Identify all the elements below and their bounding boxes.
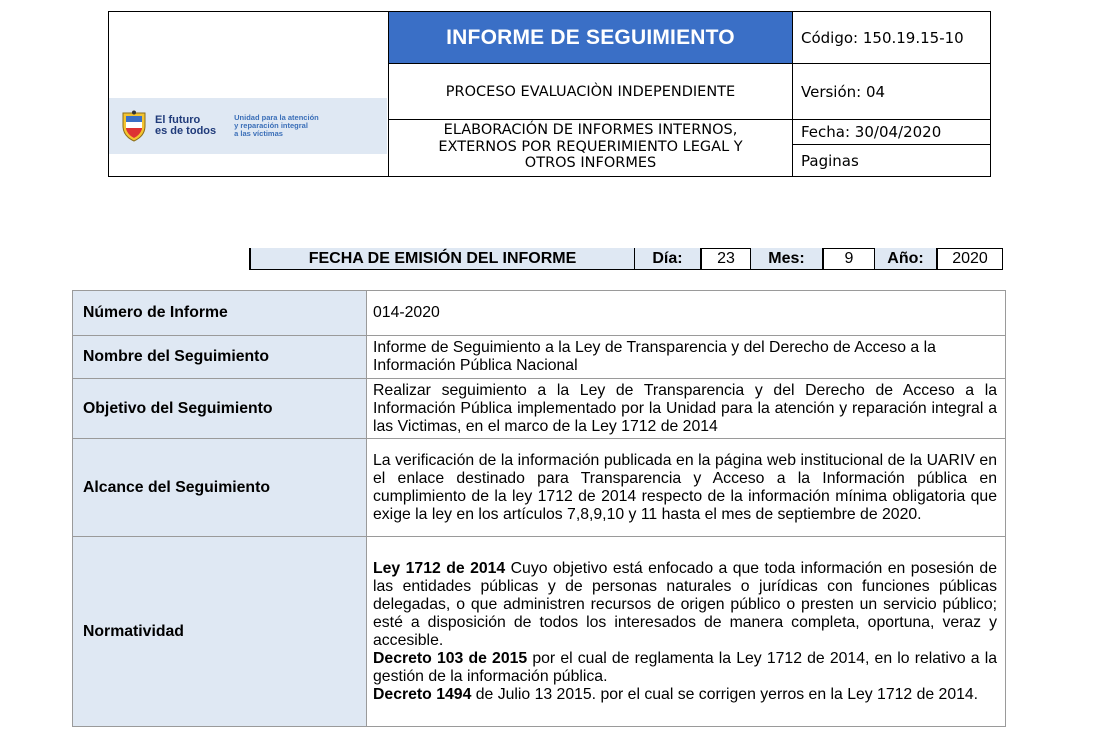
month-value: 9 [823, 248, 875, 269]
year-value: 2020 [937, 248, 1003, 269]
table-row [73, 336, 1006, 379]
month-label: Mes: [751, 248, 823, 269]
objective-label: Objetivo del Seguimiento [73, 379, 367, 439]
report-number-value: 014-2020 [367, 291, 1006, 336]
logo-cell [109, 12, 389, 176]
regulation-text: por el cual de reglamenta la Ley 1712 de 2014, en lo relativo a la gestión de la información pública. [373, 649, 998, 685]
report-number-label: Número de Informe [73, 291, 367, 336]
day-label: Día: [635, 248, 701, 269]
report-details-table [72, 290, 1006, 727]
coat-of-arms-icon [121, 110, 147, 142]
objective-value: Realizar seguimiento a la Ley de Transparencia y del Derecho de Acceso a la Información Pública implementado por la Unidad para la atención y reparación integral a las Victimas, en el marco de la Ley 1712 de 2014 [367, 379, 1006, 439]
process-name: PROCESO EVALUACIÒN INDEPENDIENTE [389, 64, 793, 120]
scope-value: La verificación de la información publicada en la página web institucional de la UARIV en el enlace destinado para Transparencia y Acceso a la Información pública en cumplimiento de la ley 1712 de 2014 respecto de la información mínima obligatoria que exige la ley en los artículos 7,8,9,10 y 11 hasta el mes de septiembre de 2020. [367, 439, 1006, 537]
emission-date-row [249, 248, 1003, 270]
regulations-label: Normatividad [73, 537, 367, 727]
regulation-text: de Julio 13 2015. por el cual se corrigen yerros en la Ley 1712 de 2014. [471, 685, 979, 703]
document-version: Versión: 04 [793, 64, 990, 120]
emission-date-label: FECHA DE EMISIÓN DEL INFORME [251, 248, 635, 269]
follow-up-name-value: Informe de Seguimiento a la Ley de Transparencia y del Derecho de Acceso a la Información Pública Nacional [367, 336, 1006, 379]
logo-entity-name: Unidad para la atención y reparación integral a las víctimas [234, 113, 319, 138]
regulation-title: Ley 1712 de 2014 [373, 559, 506, 577]
regulation-text: Cuyo objetivo está enfocado a que toda información en posesión de las entidades públicas y de personas naturales o jurídicas con funciones públicas delegadas, o que administren recursos de origen público o presten un servicio público; esté a disposición de todos los interesados de manera completa, oportuna, veraz y accesible. [373, 559, 997, 649]
regulations-value [367, 537, 1006, 727]
regulation-item [373, 686, 997, 704]
document-header [108, 11, 991, 177]
table-row [73, 379, 1006, 439]
document-date: Fecha: 30/04/2020 [793, 120, 990, 145]
elaboration-line: OTROS INFORMES [524, 155, 657, 171]
regulation-item [373, 560, 997, 650]
regulation-title: Decreto 103 de 2015 [373, 649, 528, 667]
scope-label: Alcance del Seguimiento [73, 439, 367, 537]
table-row [73, 291, 1006, 336]
document-code: Código: 150.19.15-10 [793, 12, 990, 64]
table-row [73, 537, 1006, 727]
logo-slogan: El futuro es de todos [155, 114, 217, 137]
regulation-title: Decreto 1494 [373, 685, 472, 703]
elaboration-line: ELABORACIÓN DE INFORMES INTERNOS, [443, 122, 738, 138]
table-row [73, 439, 1006, 537]
regulation-item [373, 650, 997, 686]
follow-up-name-label: Nombre del Seguimiento [73, 336, 367, 379]
document-title: INFORME DE SEGUIMIENTO [389, 12, 793, 64]
elaboration-line: EXTERNOS POR REQUERIMIENTO LEGAL Y [438, 138, 743, 155]
logo-banner [109, 98, 387, 154]
elaboration-description [389, 120, 793, 176]
year-label: Año: [875, 248, 937, 269]
day-value: 23 [701, 248, 751, 269]
document-pages: Paginas [801, 151, 859, 170]
